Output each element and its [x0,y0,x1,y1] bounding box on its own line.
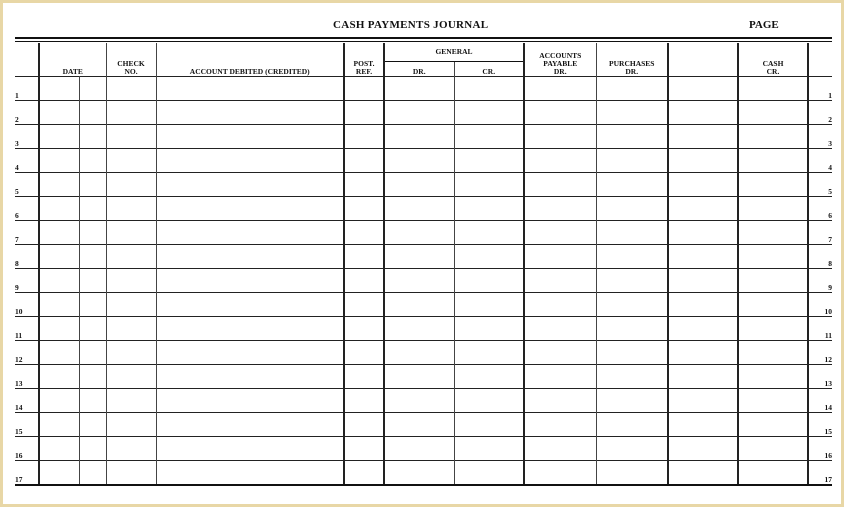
cash-cr-cell[interactable] [738,149,808,173]
check-no-header: CHECK NO. [106,43,156,77]
general-dr-cell[interactable] [384,125,454,149]
accounts-payable-cell[interactable] [524,77,596,101]
general-dr-header: DR. [384,62,454,77]
row-number-right: 14 [808,389,832,413]
purchases-cell[interactable] [596,245,668,269]
blank-column-cell[interactable] [668,461,738,486]
journal-row [15,341,832,365]
blank-column-cell[interactable] [668,77,738,101]
cash-cr-cell[interactable] [738,461,808,486]
cash-cr-cell[interactable] [738,245,808,269]
blank-column-cell[interactable] [668,413,738,437]
journal-row [15,269,832,293]
general-dr-cell[interactable] [384,77,454,101]
general-cr-cell[interactable] [454,413,524,437]
row-number-right: 3 [808,125,832,149]
cash-cr-cell[interactable] [738,341,808,365]
date-month-cell[interactable] [39,77,79,101]
general-dr-cell[interactable] [384,269,454,293]
journal-row [15,173,832,197]
journal-row [15,149,832,173]
purchases-cell[interactable] [596,461,668,486]
date-day-cell[interactable] [79,173,106,197]
journal-title: CASH PAYMENTS JOURNAL [333,19,489,31]
row-number-left: 8 [15,245,39,269]
journal-row [15,197,832,221]
row-number-left: 1 [15,77,39,101]
blank-column-cell[interactable] [668,101,738,125]
post-ref-cell[interactable] [344,125,384,149]
check-no-cell[interactable] [106,341,156,365]
blank-column-cell[interactable] [668,365,738,389]
general-dr-cell[interactable] [384,221,454,245]
purchases-cell[interactable] [596,125,668,149]
blank-column-cell[interactable] [668,341,738,365]
row-number-right: 15 [808,413,832,437]
blank-column-cell[interactable] [668,317,738,341]
cash-cr-cell[interactable] [738,197,808,221]
general-dr-cell[interactable] [384,173,454,197]
general-cr-cell[interactable] [454,293,524,317]
page-label: PAGE [749,19,779,31]
accounts-payable-cell[interactable] [524,341,596,365]
check-no-cell[interactable] [106,461,156,486]
cash-cr-cell[interactable] [738,317,808,341]
purchases-cell[interactable] [596,317,668,341]
general-dr-cell[interactable] [384,101,454,125]
row-number-right: 12 [808,341,832,365]
blank-column-cell[interactable] [668,221,738,245]
date-day-cell[interactable] [79,149,106,173]
general-dr-cell[interactable] [384,365,454,389]
journal-row [15,389,832,413]
blank-column-cell[interactable] [668,197,738,221]
date-month-cell[interactable] [39,317,79,341]
post-ref-cell[interactable] [344,437,384,461]
row-number-right: 10 [808,293,832,317]
general-cr-cell[interactable] [454,317,524,341]
date-header: DATE [39,43,106,77]
post-ref-cell[interactable] [344,221,384,245]
date-day-cell[interactable] [79,341,106,365]
row-number-left: 5 [15,173,39,197]
journal-row [15,293,832,317]
date-month-cell[interactable] [39,149,79,173]
general-dr-cell[interactable] [384,461,454,486]
accounts-payable-cell[interactable] [524,101,596,125]
row-number-left: 9 [15,269,39,293]
account-cell[interactable] [156,125,344,149]
row-number-header-left [15,43,39,77]
date-month-cell[interactable] [39,269,79,293]
general-dr-cell[interactable] [384,437,454,461]
purchases-cell[interactable] [596,389,668,413]
post-ref-cell[interactable] [344,293,384,317]
account-cell[interactable] [156,269,344,293]
journal-row [15,365,832,389]
date-day-cell[interactable] [79,245,106,269]
date-month-cell[interactable] [39,413,79,437]
date-day-cell[interactable] [79,77,106,101]
post-ref-header: POST. REF. [344,43,384,77]
check-no-cell[interactable] [106,317,156,341]
row-number-left: 11 [15,317,39,341]
general-header: GENERAL [384,43,524,62]
general-dr-cell[interactable] [384,389,454,413]
post-ref-cell[interactable] [344,317,384,341]
row-number-left: 7 [15,221,39,245]
check-no-cell[interactable] [106,293,156,317]
row-number-right: 17 [808,461,832,486]
row-number-left: 10 [15,293,39,317]
check-no-cell[interactable] [106,413,156,437]
purchases-cell[interactable] [596,101,668,125]
accounts-payable-cell[interactable] [524,365,596,389]
accounts-payable-cell[interactable] [524,413,596,437]
date-day-cell[interactable] [79,437,106,461]
general-cr-cell[interactable] [454,197,524,221]
accounts-payable-header: ACCOUNTS PAYABLE DR. [524,43,596,77]
general-cr-cell[interactable] [454,269,524,293]
accounts-payable-cell[interactable] [524,269,596,293]
accounts-payable-cell[interactable] [524,245,596,269]
journal-row [15,317,832,341]
row-number-right: 16 [808,437,832,461]
general-cr-cell[interactable] [454,125,524,149]
date-month-cell[interactable] [39,245,79,269]
purchases-cell[interactable] [596,293,668,317]
check-no-cell[interactable] [106,269,156,293]
general-dr-cell[interactable] [384,197,454,221]
header-rule-thin [15,41,832,42]
journal-row [15,437,832,461]
row-number-left: 13 [15,365,39,389]
check-no-cell[interactable] [106,365,156,389]
date-month-cell[interactable] [39,125,79,149]
post-ref-cell[interactable] [344,341,384,365]
account-cell[interactable] [156,221,344,245]
purchases-cell[interactable] [596,269,668,293]
date-month-cell[interactable] [39,197,79,221]
journal-row [15,101,832,125]
date-day-cell[interactable] [79,221,106,245]
general-dr-cell[interactable] [384,341,454,365]
row-number-left: 16 [15,437,39,461]
row-number-right: 7 [808,221,832,245]
account-cell[interactable] [156,389,344,413]
date-day-cell[interactable] [79,293,106,317]
check-no-cell[interactable] [106,77,156,101]
row-number-right: 1 [808,77,832,101]
check-no-cell[interactable] [106,101,156,125]
general-cr-header: CR. [454,62,524,77]
row-number-right: 5 [808,173,832,197]
row-number-header-right [808,43,832,77]
general-cr-cell[interactable] [454,77,524,101]
journal-row [15,461,832,486]
cash-cr-cell[interactable] [738,221,808,245]
account-cell[interactable] [156,293,344,317]
general-cr-cell[interactable] [454,437,524,461]
row-number-right: 2 [808,101,832,125]
account-cell[interactable] [156,101,344,125]
cash-cr-cell[interactable] [738,101,808,125]
purchases-cell[interactable] [596,77,668,101]
purchases-cell[interactable] [596,197,668,221]
general-dr-cell[interactable] [384,317,454,341]
post-ref-cell[interactable] [344,461,384,486]
date-day-cell[interactable] [79,389,106,413]
account-cell[interactable] [156,149,344,173]
general-cr-cell[interactable] [454,101,524,125]
cash-cr-cell[interactable] [738,77,808,101]
row-number-left: 6 [15,197,39,221]
date-month-cell[interactable] [39,173,79,197]
account-cell[interactable] [156,173,344,197]
row-number-left: 15 [15,413,39,437]
blank-column-cell[interactable] [668,437,738,461]
date-month-cell[interactable] [39,293,79,317]
row-number-right: 9 [808,269,832,293]
cash-cr-cell[interactable] [738,293,808,317]
blank-column-cell[interactable] [668,389,738,413]
row-number-right: 4 [808,149,832,173]
post-ref-cell[interactable] [344,197,384,221]
blank-column-cell[interactable] [668,125,738,149]
check-no-cell[interactable] [106,197,156,221]
blank-column-cell[interactable] [668,245,738,269]
header-rule-thick [15,37,832,39]
row-number-left: 4 [15,149,39,173]
date-day-cell[interactable] [79,101,106,125]
post-ref-cell[interactable] [344,389,384,413]
accounts-payable-cell[interactable] [524,221,596,245]
account-cell[interactable] [156,413,344,437]
date-month-cell[interactable] [39,365,79,389]
date-month-cell[interactable] [39,101,79,125]
cash-cr-cell[interactable] [738,389,808,413]
cash-cr-cell[interactable] [738,173,808,197]
purchases-cell[interactable] [596,221,668,245]
post-ref-cell[interactable] [344,173,384,197]
date-month-cell[interactable] [39,341,79,365]
accounts-payable-cell[interactable] [524,437,596,461]
general-cr-cell[interactable] [454,149,524,173]
general-cr-cell[interactable] [454,461,524,486]
blank-column-cell[interactable] [668,149,738,173]
date-day-cell[interactable] [79,269,106,293]
general-cr-cell[interactable] [454,245,524,269]
date-day-cell[interactable] [79,461,106,486]
account-cell[interactable] [156,461,344,486]
row-number-right: 13 [808,365,832,389]
general-dr-cell[interactable] [384,413,454,437]
date-month-cell[interactable] [39,221,79,245]
cash-cr-cell[interactable] [738,269,808,293]
post-ref-cell[interactable] [344,149,384,173]
date-day-cell[interactable] [79,197,106,221]
blank-column-cell[interactable] [668,173,738,197]
blank-column-header [668,43,738,77]
accounts-payable-cell[interactable] [524,389,596,413]
general-dr-cell[interactable] [384,245,454,269]
cash-cr-cell[interactable] [738,125,808,149]
purchases-header: PURCHASES DR. [596,43,668,77]
check-no-cell[interactable] [106,149,156,173]
date-month-cell[interactable] [39,389,79,413]
general-cr-cell[interactable] [454,365,524,389]
header-row-top [15,43,832,62]
account-cell[interactable] [156,77,344,101]
post-ref-cell[interactable] [344,365,384,389]
post-ref-cell[interactable] [344,269,384,293]
journal-body [15,77,832,486]
accounts-payable-cell[interactable] [524,197,596,221]
journal-row [15,77,832,101]
accounts-payable-cell[interactable] [524,461,596,486]
date-day-cell[interactable] [79,125,106,149]
general-cr-cell[interactable] [454,341,524,365]
cash-cr-cell[interactable] [738,365,808,389]
row-number-right: 11 [808,317,832,341]
post-ref-cell[interactable] [344,413,384,437]
general-cr-cell[interactable] [454,221,524,245]
blank-column-cell[interactable] [668,269,738,293]
cash-cr-cell[interactable] [738,413,808,437]
accounts-payable-cell[interactable] [524,317,596,341]
general-cr-cell[interactable] [454,173,524,197]
row-number-right: 6 [808,197,832,221]
date-day-cell[interactable] [79,317,106,341]
account-cell[interactable] [156,197,344,221]
purchases-cell[interactable] [596,365,668,389]
date-day-cell[interactable] [79,365,106,389]
account-cell[interactable] [156,437,344,461]
general-dr-cell[interactable] [384,293,454,317]
accounts-payable-cell[interactable] [524,125,596,149]
general-dr-cell[interactable] [384,149,454,173]
general-cr-cell[interactable] [454,389,524,413]
journal-row [15,413,832,437]
row-number-right: 8 [808,245,832,269]
check-no-cell[interactable] [106,221,156,245]
account-cell[interactable] [156,365,344,389]
check-no-cell[interactable] [106,125,156,149]
purchases-cell[interactable] [596,437,668,461]
journal-table [15,43,832,486]
row-number-left: 17 [15,461,39,486]
cash-cr-cell[interactable] [738,437,808,461]
purchases-cell[interactable] [596,341,668,365]
row-number-left: 2 [15,101,39,125]
cash-header: CASH CR. [738,43,808,77]
account-cell[interactable] [156,341,344,365]
check-no-cell[interactable] [106,437,156,461]
check-no-cell[interactable] [106,389,156,413]
date-day-cell[interactable] [79,413,106,437]
account-cell[interactable] [156,245,344,269]
check-no-cell[interactable] [106,173,156,197]
row-number-left: 3 [15,125,39,149]
accounts-payable-cell[interactable] [524,293,596,317]
post-ref-cell[interactable] [344,77,384,101]
journal-row [15,245,832,269]
account-cell[interactable] [156,317,344,341]
post-ref-cell[interactable] [344,245,384,269]
check-no-cell[interactable] [106,245,156,269]
post-ref-cell[interactable] [344,101,384,125]
journal-row [15,125,832,149]
accounts-payable-cell[interactable] [524,149,596,173]
account-header: ACCOUNT DEBITED (CREDITED) [156,43,344,77]
row-number-left: 12 [15,341,39,365]
purchases-cell[interactable] [596,413,668,437]
row-number-left: 14 [15,389,39,413]
accounts-payable-cell[interactable] [524,173,596,197]
purchases-cell[interactable] [596,173,668,197]
date-month-cell[interactable] [39,461,79,486]
purchases-cell[interactable] [596,149,668,173]
journal-row [15,221,832,245]
blank-column-cell[interactable] [668,293,738,317]
date-month-cell[interactable] [39,437,79,461]
